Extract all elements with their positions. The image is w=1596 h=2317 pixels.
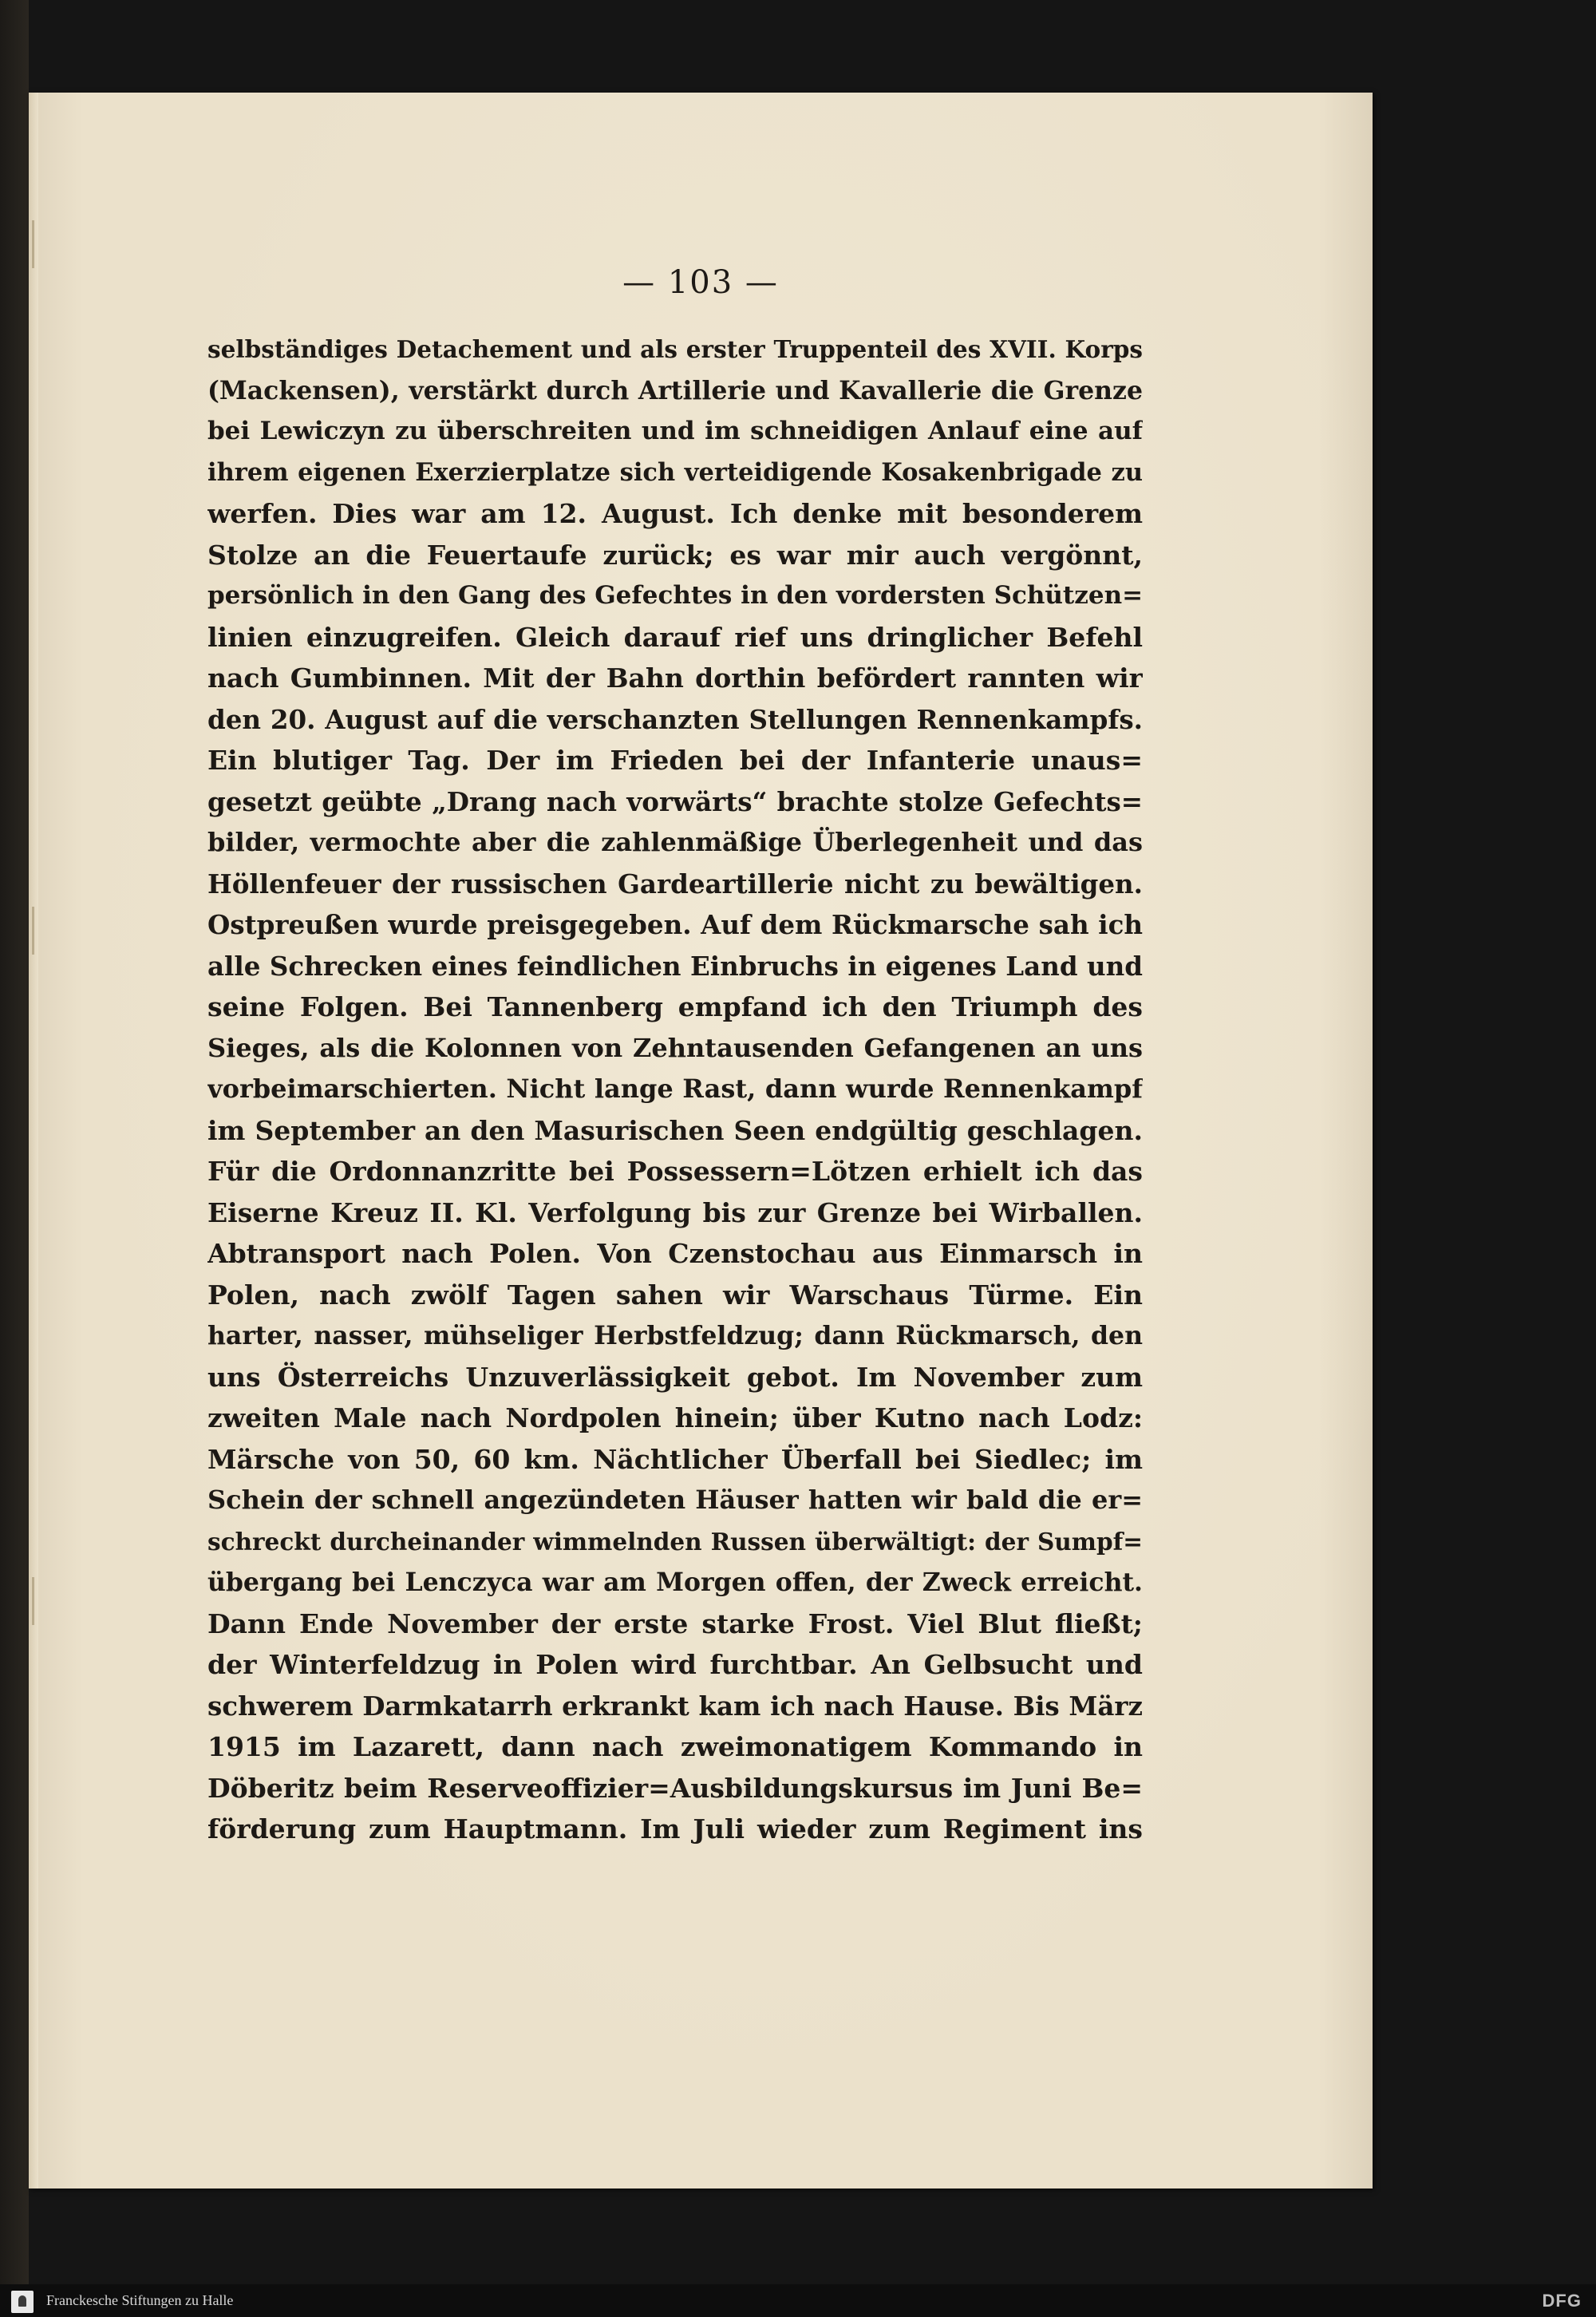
text-line: Märsche von 50, 60 km. Nächtlicher Überfall bei Siedlec; im — [207, 1443, 1143, 1475]
text-line: werfen. Dies war am 12. August. Ich denke mit besonderem — [207, 498, 1143, 529]
text-line: Abtransport nach Polen. Von Czenstochau aus Einmarsch in — [207, 1238, 1143, 1269]
text-line: schwerem Darmkatarrh erkrankt kam ich nach Hause. Bis März — [207, 1690, 1143, 1722]
binding-stitch — [32, 1577, 34, 1625]
text-line: Stolze an die Feuertaufe zurück; es war mir auch vergönnt, — [207, 539, 1143, 571]
text-line: 1915 im Lazarett, dann nach zweimonatigem Kommando in — [207, 1731, 1143, 1762]
text-line: Ein blutiger Tag. Der im Frieden bei der Infanterie unaus= — [207, 745, 1143, 776]
text-line: selbständiges Detachement und als erster Truppenteil des XVII. Korps — [207, 335, 1143, 363]
text-line: vorbeimarschierten. Nicht lange Rast, dann wurde Rennenkampf — [207, 1073, 1143, 1104]
text-line: harter, nasser, mühseliger Herbstfeldzug; dann Rückmarsch, den — [207, 1321, 1143, 1350]
text-line: ihrem eigenen Exerzierplatze sich verteidigende Kosakenbrigade zu — [207, 457, 1143, 487]
text-line: Höllenfeuer der russischen Gardeartillerie nicht zu bewältigen. — [207, 868, 1143, 900]
institution-logo-icon — [11, 2291, 34, 2313]
text-line: schreckt durcheinander wimmelnden Russen überwältigt: der Sumpf= — [207, 1527, 1143, 1556]
text-line: bilder, vermochte aber die zahlenmäßige Überlegenheit und das — [207, 827, 1143, 857]
text-line: im September an den Masurischen Seen endgültig geschlagen. — [207, 1114, 1143, 1146]
text-line: Schein der schnell angezündeten Häuser hatten wir bald die er= — [207, 1485, 1143, 1515]
text-line: linien einzugreifen. Gleich darauf rief uns dringlicher Befehl — [207, 621, 1143, 653]
page-gutter — [29, 93, 38, 2188]
text-line: Sieges, als die Kolonnen von Zehntausenden Gefangenen an uns — [207, 1032, 1143, 1063]
book-page — [29, 93, 1373, 2188]
text-line: alle Schrecken eines feindlichen Einbruchs in eigenes Land und — [207, 950, 1143, 982]
binding-stitch — [32, 220, 34, 268]
text-line: Döberitz beim Reserveoffizier=Ausbildungskursus im Juni Be= — [207, 1772, 1143, 1804]
text-line: Eiserne Kreuz II. Kl. Verfolgung bis zur Grenze bei Wirballen. — [207, 1196, 1143, 1228]
text-line: der Winterfeldzug in Polen wird furchtbar. An Gelbsucht und — [207, 1649, 1143, 1680]
text-line: Ostpreußen wurde preisgegeben. Auf dem Rückmarsche sah ich — [207, 909, 1143, 940]
text-line: gesetzt geübte „Drang nach vorwärts“ brachte stolze Gefechts= — [207, 785, 1143, 817]
text-line: bei Lewiczyn zu überschreiten und im schneidigen Anlauf eine auf — [207, 417, 1143, 445]
dfg-logo: DFG — [1542, 2291, 1582, 2311]
text-line: übergang bei Lenczyca war am Morgen offen, der Zweck erreicht. — [207, 1568, 1143, 1597]
text-line: Für die Ordonnanzritte bei Possessern=Lötzen erhielt ich das — [207, 1156, 1143, 1187]
text-line: den 20. August auf die verschanzten Stellungen Rennenkampfs. — [207, 703, 1143, 735]
text-line: Dann Ende November der erste starke Frost. Viel Blut fließt; — [207, 1607, 1143, 1639]
text-line: uns Österreichs Unzuverlässigkeit gebot. Im November zum — [207, 1361, 1143, 1393]
page-number: — 103 — — [622, 264, 779, 301]
body-text — [207, 329, 1143, 1850]
text-line: nach Gumbinnen. Mit der Bahn dorthin befördert rannten wir — [207, 662, 1143, 694]
binding-stitch — [32, 907, 34, 955]
text-line: persönlich in den Gang des Gefechtes in den vordersten Schützen= — [207, 581, 1143, 610]
institution-name: Franckesche Stiftungen zu Halle — [46, 2292, 234, 2308]
text-line: zweiten Male nach Nordpolen hinein; über Kutno nach Lodz: — [207, 1402, 1143, 1433]
text-line: (Mackensen), verstärkt durch Artillerie und Kavallerie die Grenze — [207, 375, 1143, 405]
footer-bar — [0, 2284, 1596, 2317]
text-line: Polen, nach zwölf Tagen sahen wir Warschaus Türme. Ein — [207, 1279, 1143, 1311]
text-line: förderung zum Hauptmann. Im Juli wieder zum Regiment ins — [207, 1813, 1143, 1845]
text-line: seine Folgen. Bei Tannenberg empfand ich den Triumph des — [207, 991, 1143, 1022]
scanner-edge — [0, 0, 29, 2317]
